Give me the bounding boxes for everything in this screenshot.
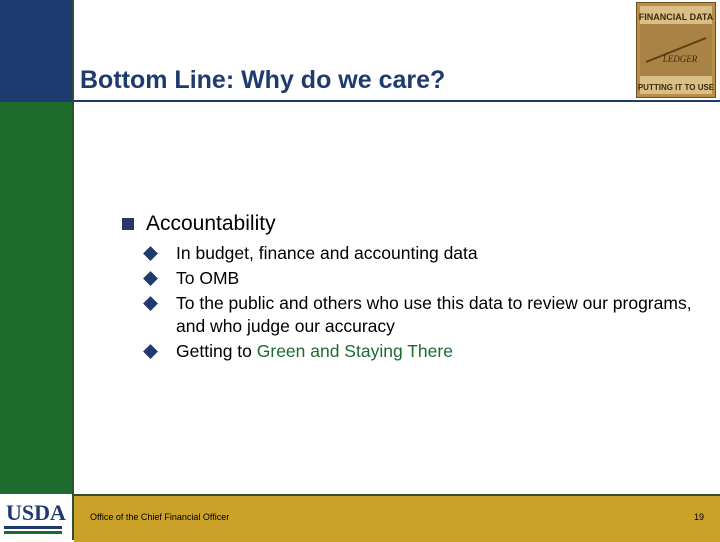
slide-title: Bottom Line: Why do we care? (80, 66, 446, 94)
financial-data-logo (636, 2, 716, 98)
diamond-bullet-icon (142, 295, 159, 312)
sub-bullet-highlight: Green and Staying There (256, 341, 453, 361)
sub-bullet-label: In budget, finance and accounting data (176, 243, 478, 263)
footer-office-name: Office of the Chief Financial Officer (90, 512, 230, 522)
slide-number: 19 (693, 512, 704, 522)
sub-bullet (122, 292, 702, 338)
usda-logo-stripe-blue (4, 526, 62, 529)
slide-content (122, 212, 702, 365)
logo-middle-text: LEDGER (662, 54, 698, 64)
sub-bullet-label: To the public and others who use this data to review our programs, and who judge our accuracy (176, 293, 692, 336)
sub-bullet-label-prefix: Getting to (176, 341, 257, 361)
title-underline (74, 100, 720, 102)
sub-bullet (122, 267, 702, 290)
diamond-bullet-icon (142, 245, 159, 262)
usda-logo-stripe-green (4, 531, 62, 534)
sub-bullet-label: To OMB (176, 268, 240, 288)
sidebar-green-block (0, 102, 72, 494)
logo-bottom-text: PUTTING IT TO USE (637, 83, 715, 92)
bullet-label: Accountability (146, 212, 276, 235)
sub-bullet (122, 340, 702, 363)
diamond-bullet-icon (142, 270, 159, 287)
diamond-bullet-icon (142, 343, 159, 360)
sub-bullet (122, 242, 702, 265)
logo-top-text: FINANCIAL DATA (638, 12, 714, 22)
usda-logo-text: USDA (6, 500, 66, 525)
sidebar-top-block (0, 0, 72, 102)
bullet-accountability (122, 212, 702, 236)
square-bullet-icon (122, 218, 134, 230)
